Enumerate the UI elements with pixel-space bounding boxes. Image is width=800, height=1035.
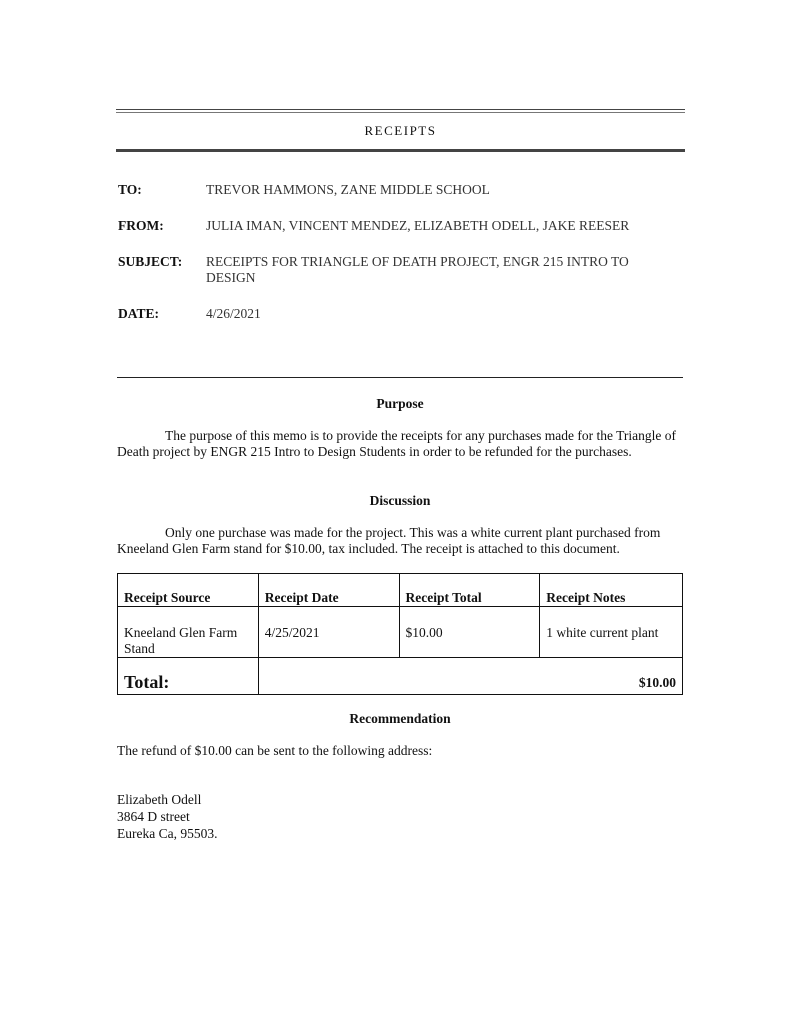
header-receipt-notes: Receipt Notes	[540, 574, 683, 607]
cell-receipt-source: Kneeland Glen Farm Stand	[118, 607, 259, 658]
title-rule	[116, 149, 685, 152]
date-value: 4/26/2021	[206, 306, 261, 321]
top-rule	[116, 109, 685, 110]
cell-receipt-notes: 1 white current plant	[540, 607, 683, 658]
section-rule	[117, 377, 683, 378]
discussion-paragraph	[117, 525, 683, 557]
receipts-table	[117, 573, 683, 695]
total-value: $10.00	[258, 658, 682, 695]
from-label: FROM:	[118, 218, 164, 233]
from-value: JULIA IMAN, VINCENT MENDEZ, ELIZABETH ODELL, JAKE REESER	[206, 218, 630, 233]
purpose-heading: Purpose	[376, 396, 424, 411]
header-receipt-date: Receipt Date	[258, 574, 399, 607]
table-total-row	[118, 658, 683, 695]
to-value: TREVOR HAMMONS, ZANE MIDDLE SCHOOL	[206, 182, 490, 197]
cell-receipt-total: $10.00	[399, 607, 540, 658]
table-header-row	[118, 574, 683, 607]
subject-value: RECEIPTS FOR TRIANGLE OF DEATH PROJECT, ENGR 215 INTRO TO DESIGN	[206, 254, 629, 285]
discussion-heading: Discussion	[369, 493, 431, 508]
header-receipt-source: Receipt Source	[118, 574, 259, 607]
discussion-text: Only one purchase was made for the project. This was a white current plant purchased from Kneeland Glen Farm stand for $10.00, tax included. The receipt is attached to this document.	[117, 525, 661, 556]
header-receipt-total: Receipt Total	[399, 574, 540, 607]
subject-label: SUBJECT:	[118, 254, 183, 269]
memo-title: RECEIPTS	[364, 123, 437, 138]
to-label: TO:	[118, 182, 142, 197]
top-rule-thin	[116, 112, 685, 113]
address-street: 3864 D street	[117, 809, 190, 824]
refund-address	[117, 791, 217, 842]
total-label: Total:	[118, 658, 259, 695]
purpose-paragraph	[117, 428, 683, 460]
cell-receipt-date: 4/25/2021	[258, 607, 399, 658]
recommendation-text: The refund of $10.00 can be sent to the following address:	[117, 743, 433, 758]
address-city: Eureka Ca, 95503.	[117, 826, 218, 841]
recommendation-heading: Recommendation	[349, 711, 451, 726]
table-row	[118, 607, 683, 658]
date-label: DATE:	[118, 306, 160, 321]
purpose-text: The purpose of this memo is to provide the receipts for any purchases made for the Triangle of Death project by ENGR 215 Intro to Design Students in order to be refunded for the purchases.	[117, 428, 676, 459]
address-name: Elizabeth Odell	[117, 792, 202, 807]
